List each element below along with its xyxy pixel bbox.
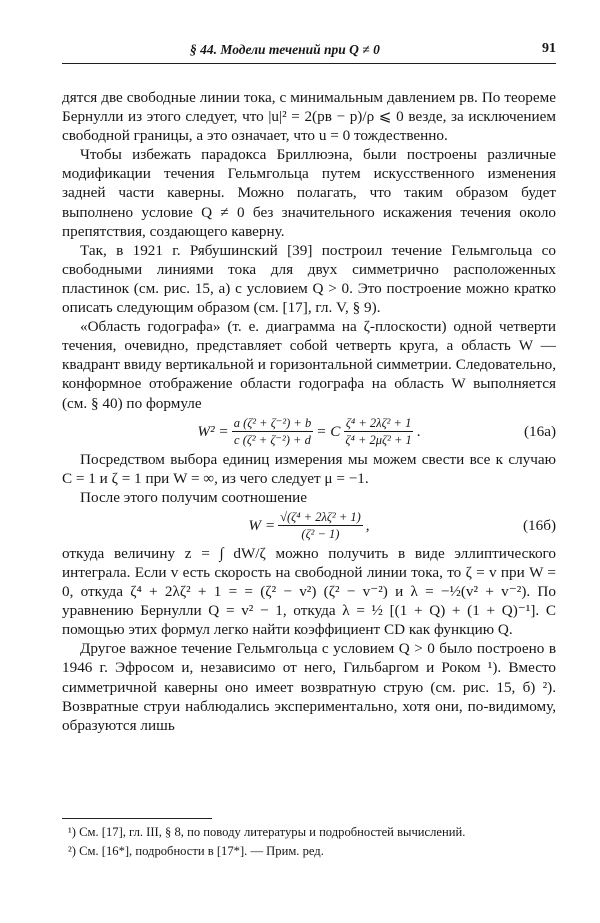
paragraph-1: дятся две свободные линии тока, с минимальным давлением pв. По теореме Бернулли из этого следует, что |u|² = 2(pв − p)/ρ ⩽ 0 везде, за исключением свободной границы, а это означает, что u = 0 тождественно. <box>62 89 556 145</box>
paragraph-5: Посредством выбора единиц измерения мы можем свести все к случаю C = 1 и ζ = 1 при W = ∞, из чего следует μ = −1. <box>62 450 556 487</box>
formula-16b-denominator: (ζ² − 1) <box>301 526 340 541</box>
formula-16a-denominator-1: c (ζ² + ζ⁻²) + d <box>234 432 311 447</box>
formula-16b-label: (16б) <box>522 516 556 534</box>
formula-16a-lhs: W² = <box>197 422 229 440</box>
paragraph-4: «Область годографа» (т. е. диаграмма на ζ-плоскости) одной четверти течения, очевидно, представляет собой четверть круга, а область W — квадрант ввиду вертикальной и горизонтальной симметрии. Следовательно, конформное отображение области годографа на область W выполняется (см. § 40) по формуле <box>62 318 556 412</box>
formula-16b-fraction <box>278 510 363 541</box>
paragraph-7: откуда величину z = ∫ dW/ζ можно получить в виде эллиптического интеграла. Если v есть скорость на свободной линии тока, то ζ = v при W = 0, откуда ζ⁴ + 2λζ² + 1 = = (ζ² − v²) (ζ² − v⁻²) и λ = −½(v² + v⁻²). По уравнению Бернулли Q = v² − 1, откуда λ = ½ [(1 + Q) + (1 + Q)⁻¹]. С помощью этих формул легко найти коэффициент CD как функцию Q. <box>62 544 556 639</box>
footnote-2: ²) См. [16*], подробности в [17*]. — Прим. ред. <box>68 844 324 858</box>
formula-16b-lhs: W = <box>248 516 276 534</box>
paragraph-8: Другое важное течение Гельмгольца с условием Q > 0 было построено в 1946 г. Эфросом и, независимо от него, Гильбаргом и Роком ¹). Вместо симметричной каверны оно имеет возвратную струю (см. рис. 15, б) ²). Возвратные струи наблюдались экспериментально, хотя они, по-видимому, образуются лишь <box>62 640 556 734</box>
formula-16a-fraction-2 <box>343 416 413 447</box>
page-number: 91 <box>542 41 556 56</box>
formula-16b <box>62 510 556 541</box>
paragraph-3: Так, в 1921 г. Рябушинский [39] построил течение Гельмгольца со свободными линиями тока для двух симметрично расположенных пластинок (см. рис. 15, a) с условием Q > 0. Это построение можно кратко описать следующим образом (см. [17], гл. V, § 9). <box>62 241 556 317</box>
running-header <box>62 38 556 60</box>
footnote-1: ¹) См. [17], гл. III, § 8, по поводу литературы и подробностей вычислений. <box>68 825 466 839</box>
formula-16a-numerator-2: ζ⁴ + 2λζ² + 1 <box>345 415 412 430</box>
formula-16a-label: (16a) <box>523 422 556 440</box>
formula-16a-end: . <box>416 422 421 440</box>
formula-16a-middle: = C <box>316 422 341 440</box>
formula-16b-end: , <box>365 516 370 534</box>
formula-16b-numerator: √(ζ⁴ + 2λζ² + 1) <box>280 509 361 524</box>
formula-16a <box>62 416 556 447</box>
footnote-rule <box>62 818 212 819</box>
formula-16a-denominator-2: ζ⁴ + 2μζ² + 1 <box>345 432 412 447</box>
header-rule <box>62 63 556 64</box>
footnotes <box>62 824 556 862</box>
body-text <box>62 88 556 735</box>
page <box>62 38 556 858</box>
formula-16a-fraction-1 <box>232 416 314 447</box>
formula-16a-numerator-1: a (ζ² + ζ⁻²) + b <box>233 415 312 430</box>
paragraph-2: Чтобы избежать парадокса Бриллюэна, были построены различные модификации течения Гельмгольца путем искусственного изменения задней части каверны. Можно полагать, что таким образом будет выполнено условие Q ≠ 0 без значительного искажения течения около препятствия, создающего каверну. <box>62 146 556 240</box>
paragraph-6: После этого получим соотношение <box>80 488 307 506</box>
section-title: § 44. Модели течений при Q ≠ 0 <box>190 42 380 57</box>
